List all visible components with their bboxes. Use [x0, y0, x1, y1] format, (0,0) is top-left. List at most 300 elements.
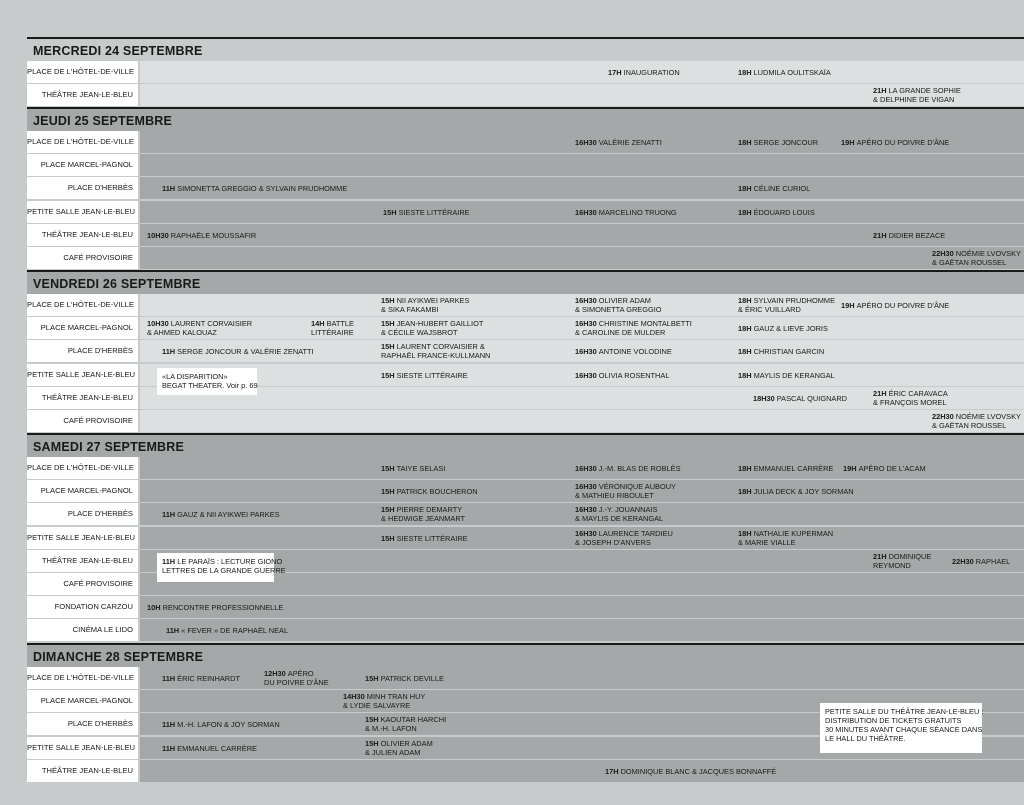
event-line — [147, 603, 283, 612]
event-line — [575, 505, 663, 514]
schedule-row — [27, 154, 1024, 177]
event-line-2: & M.-H. LAFON — [365, 724, 417, 734]
event-time: 16H30 — [575, 482, 597, 492]
event-title: VALÉRIE ZENATTI — [598, 138, 662, 147]
schedule-row — [27, 596, 1024, 619]
event-entry — [381, 505, 465, 523]
schedule-row — [27, 760, 1024, 783]
event-time: 15H — [381, 296, 395, 305]
schedule-row — [27, 480, 1024, 503]
event-entry — [311, 319, 354, 337]
event-time: 16H30 — [575, 207, 597, 217]
event-line — [575, 371, 669, 380]
event-line-2: & GAËTAN ROUSSEL — [932, 258, 1007, 267]
event-line — [162, 744, 257, 753]
info-box-line — [162, 556, 283, 566]
event-time: 22H30 — [932, 249, 954, 258]
event-line — [873, 389, 948, 398]
event-line — [381, 342, 490, 351]
event-line-2: & SIKA FAKAMBI — [381, 305, 439, 314]
event-time: 16H30 — [575, 347, 597, 357]
event-time: 11H — [162, 743, 176, 753]
info-box-time: 11H — [162, 556, 176, 566]
event-time: 15H — [365, 738, 379, 748]
event-title: OLIVIER ADAM — [380, 738, 433, 748]
event-line — [264, 669, 329, 678]
event-line — [343, 692, 425, 701]
event-time: 22H30 — [932, 412, 954, 421]
day-title: MERCREDI 24 SEPTEMBRE — [27, 37, 1024, 61]
venue-label: PLACE DE L'HÔTEL-DE-VILLE — [27, 457, 138, 479]
event-entry — [873, 552, 931, 570]
event-title: LUDMILA OULITSKAÏA — [753, 68, 831, 77]
event-time: 11H — [162, 184, 176, 194]
event-title: LAURENT CORVAISIER & — [396, 342, 485, 352]
event-time: 11H — [162, 510, 176, 520]
event-title: OLIVIER ADAM — [598, 296, 651, 305]
schedule-row — [27, 247, 1024, 270]
event-title: CHRISTIAN GARCIN — [753, 347, 825, 357]
schedule-row — [27, 201, 1024, 224]
venue-label: THÉÂTRE JEAN-LE-BLEU — [27, 224, 138, 246]
event-entry — [605, 767, 776, 776]
event-entry — [264, 669, 329, 687]
event-entry — [738, 464, 833, 473]
event-time: 16H30 — [575, 138, 597, 147]
day-section — [27, 270, 1024, 433]
day-section — [27, 433, 1024, 643]
event-time: 15H — [381, 487, 395, 497]
event-title: MARCELINO TRUONG — [598, 207, 677, 217]
venue-label: THÉÂTRE JEAN-LE-BLEU — [27, 387, 138, 409]
event-title: DOMINIQUE BLANC & JACQUES BONNAFFÉ — [620, 766, 777, 776]
ticket-note-line: 30 MINUTES AVANT CHAQUE SÉANCE DANS — [825, 725, 983, 734]
schedule-row — [27, 61, 1024, 84]
schedule-row — [27, 667, 1024, 690]
time-band — [140, 61, 1024, 83]
event-title: LA GRANDE SOPHIE — [888, 86, 961, 96]
event-title: MAYLIS DE KERANGAL — [753, 370, 835, 380]
info-box-line-2: BEGAT THEATER. Voir p. 69 — [162, 380, 258, 390]
event-entry — [575, 319, 692, 337]
schedule-row — [27, 503, 1024, 526]
event-line-2: RAPHAËL FRANCE-KULLMANN — [381, 351, 491, 361]
time-band — [140, 247, 1024, 269]
event-line — [162, 674, 240, 683]
event-time: 16H30 — [575, 464, 597, 473]
event-entry — [575, 482, 676, 500]
event-line-2: & JULIEN ADAM — [365, 747, 421, 757]
event-title: ÉDOUARD LOUIS — [753, 207, 815, 217]
event-line — [365, 739, 433, 748]
event-time: 16H30 — [575, 370, 597, 380]
event-title: SIESTE LITTÉRAIRE — [396, 370, 468, 380]
event-time: 15H — [381, 319, 395, 329]
event-line — [841, 301, 949, 310]
event-line — [738, 464, 833, 473]
venue-label: PLACE D'HERBÈS — [27, 713, 138, 735]
event-title: DIDIER BEZACE — [888, 230, 946, 240]
event-title: PASCAL QUIGNARD — [776, 393, 848, 403]
event-line — [575, 529, 673, 538]
event-line-2: & FRANÇOIS MOREL — [873, 397, 947, 407]
event-time: 10H30 — [147, 230, 169, 240]
event-time: 18H — [738, 347, 752, 357]
event-line — [738, 371, 835, 380]
venue-label: CAFÉ PROVISOIRE — [27, 410, 138, 432]
event-line — [738, 208, 815, 217]
event-line — [738, 347, 824, 356]
event-entry — [383, 208, 470, 217]
ticket-note-line: PETITE SALLE DU THÉÂTRE JEAN-LE-BLEU : — [825, 707, 984, 716]
event-time: 16H30 — [575, 319, 597, 329]
event-line-2: & HEDWIGE JEANMART — [381, 514, 466, 524]
event-entry — [381, 534, 468, 543]
venue-label: THÉÂTRE JEAN-LE-BLEU — [27, 760, 138, 782]
event-title: DOMINIQUE — [888, 551, 932, 561]
event-time: 16H30 — [575, 505, 597, 515]
event-title: NOÉMIE LVOVSKY — [955, 249, 1021, 258]
venue-label: PLACE DE L'HÔTEL-DE-VILLE — [27, 131, 138, 153]
event-time: 21H — [873, 86, 887, 96]
event-entry — [575, 529, 673, 547]
event-entry — [575, 208, 677, 217]
event-line-2: & SIMONETTA GREGGIO — [575, 305, 662, 314]
event-time: 18H — [738, 487, 752, 497]
event-title: SERGE JONCOUR & VALÉRIE ZENATTI — [177, 347, 314, 357]
event-line-2: REYMOND — [873, 560, 911, 570]
event-line — [932, 412, 1021, 421]
schedule-row — [27, 410, 1024, 433]
info-box-text: «LA DISPARITION» — [162, 371, 228, 381]
day-section — [27, 107, 1024, 270]
event-title: J.-Y. JOUANNAIS — [598, 505, 658, 515]
event-title: LAURENT CORVAISIER — [170, 319, 253, 329]
event-time: 15H — [365, 674, 379, 683]
event-title: NOÉMIE LVOVSKY — [955, 412, 1021, 421]
event-entry — [841, 138, 949, 147]
venue-label: PLACE D'HERBÈS — [27, 177, 138, 199]
time-band — [140, 154, 1024, 176]
event-entry — [147, 231, 256, 240]
info-box-line-2: LETTRES DE LA GRANDE GUERRE — [162, 565, 286, 575]
day-title: DIMANCHE 28 SEPTEMBRE — [27, 643, 1024, 667]
venue-label: PETITE SALLE JEAN-LE-BLEU — [27, 201, 138, 223]
event-title: PATRICK DEVILLE — [380, 674, 444, 683]
event-entry — [738, 208, 815, 217]
event-title: JEAN-HUBERT GAILLIOT — [396, 319, 484, 329]
event-line — [381, 534, 468, 543]
event-line — [162, 184, 347, 193]
event-line-2: & CAROLINE DE MULDER — [575, 328, 666, 338]
event-title: APÉRO DU POIVRE D'ÂNE — [856, 138, 950, 147]
event-entry — [738, 529, 833, 547]
event-entry — [365, 739, 433, 757]
event-time: 14H30 — [343, 692, 365, 702]
event-entry — [932, 249, 1021, 267]
event-time: 15H — [381, 505, 395, 515]
event-time: 11H — [166, 626, 180, 636]
event-time: 15H — [365, 715, 379, 725]
event-line — [738, 68, 831, 77]
event-time: 17H — [608, 68, 622, 77]
event-entry — [162, 347, 314, 356]
event-title: EMMANUEL CARRÈRE — [177, 743, 257, 753]
ticket-note-line: DISTRIBUTION DE TICKETS GRATUITS — [825, 716, 962, 725]
event-time: 14H — [311, 319, 325, 329]
event-title: APÉRO — [287, 669, 314, 678]
event-entry — [738, 347, 824, 356]
event-line — [381, 487, 478, 496]
venue-label: PLACE D'HERBÈS — [27, 503, 138, 525]
event-title: JULIA DECK & JOY SORMAN — [753, 487, 854, 497]
event-entry — [932, 412, 1021, 430]
event-line — [873, 231, 945, 240]
time-band — [140, 760, 1024, 782]
event-line — [162, 347, 314, 356]
event-time: 18H — [738, 464, 752, 473]
info-box — [157, 368, 257, 395]
event-entry — [575, 464, 681, 473]
event-time: 18H — [738, 138, 752, 147]
venue-label: THÉÂTRE JEAN-LE-BLEU — [27, 550, 138, 572]
day-section — [27, 37, 1024, 107]
event-line — [753, 394, 847, 403]
event-title: SERGE JONCOUR — [753, 138, 819, 147]
event-time: 21H — [873, 388, 887, 398]
event-entry — [365, 674, 444, 683]
venue-label: CAFÉ PROVISOIRE — [27, 247, 138, 269]
event-entry — [843, 464, 926, 473]
event-line-2: & MAYLIS DE KERANGAL — [575, 514, 664, 524]
event-line — [841, 138, 949, 147]
event-line — [381, 296, 469, 305]
event-time: 18H30 — [753, 393, 775, 403]
event-title: SIESTE LITTÉRAIRE — [396, 533, 468, 543]
event-line-2: & CÉCILE WAJSBROT — [381, 328, 458, 338]
schedule-row — [27, 527, 1024, 550]
venue-label: PLACE DE L'HÔTEL-DE-VILLE — [27, 294, 138, 316]
event-time: 15H — [381, 464, 395, 473]
event-title: M.-H. LAFON & JOY SORMAN — [177, 720, 280, 730]
venue-label: PLACE MARCEL-PAGNOL — [27, 690, 138, 712]
event-entry — [162, 744, 257, 753]
event-time: 10H30 — [147, 319, 169, 329]
schedule-row — [27, 340, 1024, 363]
venue-label: PETITE SALLE JEAN-LE-BLEU — [27, 527, 138, 549]
event-title: RAPHAEL — [975, 556, 1011, 566]
event-time: 11H — [162, 720, 176, 730]
event-entry — [147, 319, 252, 337]
event-time: 18H — [738, 184, 752, 194]
event-time: 15H — [381, 342, 395, 352]
event-title: GAUZ & LIEVE JORIS — [753, 324, 828, 334]
event-line — [605, 767, 776, 776]
event-title: NII AYIKWEI PARKES — [396, 296, 470, 305]
event-line-2: & LYDIE SALVAYRE — [343, 701, 411, 711]
event-line-2: & JOSEPH D'ANVERS — [575, 537, 651, 547]
event-line — [381, 464, 445, 473]
event-title: ÉRIC CARAVACA — [888, 388, 948, 398]
venue-label: PLACE DE L'HÔTEL-DE-VILLE — [27, 61, 138, 83]
event-entry — [381, 371, 468, 380]
schedule-row — [27, 619, 1024, 642]
event-entry — [381, 296, 469, 314]
ticket-note — [820, 703, 982, 753]
event-time: 11H — [162, 674, 176, 683]
time-band — [140, 410, 1024, 432]
event-entry — [841, 301, 949, 310]
event-line-2: & ÉRIC VUILLARD — [738, 305, 801, 314]
event-title: KAOUTAR HARCHI — [380, 715, 447, 725]
event-line — [843, 464, 926, 473]
event-entry — [738, 184, 810, 193]
event-entry — [575, 371, 669, 380]
event-title: LAURENCE TARDIEU — [598, 528, 673, 538]
event-time: 10H — [147, 603, 161, 613]
event-entry — [381, 464, 445, 473]
event-line — [311, 319, 354, 328]
event-time: 18H — [738, 370, 752, 380]
event-line — [381, 505, 465, 514]
event-entry — [575, 296, 662, 314]
event-title: RENCONTRE PROFESSIONNELLE — [162, 603, 284, 613]
schedule-row — [27, 224, 1024, 247]
event-line-2: LITTÉRAIRE — [311, 328, 354, 338]
schedule-row — [27, 177, 1024, 200]
event-line — [575, 296, 662, 305]
event-time: 18H — [738, 207, 752, 217]
event-title: « FEVER » DE RAPHAËL NEAL — [181, 626, 289, 636]
event-line — [383, 208, 470, 217]
event-entry — [738, 371, 835, 380]
venue-label: CAFÉ PROVISOIRE — [27, 573, 138, 595]
event-title: ANTOINE VOLODINE — [598, 347, 672, 357]
venue-label: PLACE MARCEL-PAGNOL — [27, 317, 138, 339]
info-box-text: LE PARAÏS : LECTURE GIONO — [177, 556, 283, 566]
event-time: 19H — [841, 138, 855, 147]
event-entry — [162, 720, 280, 729]
event-time: 11H — [162, 347, 176, 357]
event-entry — [343, 692, 425, 710]
event-time: 22H30 — [952, 556, 974, 566]
event-line — [738, 184, 810, 193]
event-entry — [381, 319, 483, 337]
event-line — [365, 715, 446, 724]
event-entry — [873, 231, 945, 240]
venue-label: PLACE DE L'HÔTEL-DE-VILLE — [27, 667, 138, 689]
event-title: TAIYE SELASI — [396, 464, 446, 473]
ticket-note-line: LE HALL DU THÉÂTRE. — [825, 734, 906, 743]
event-entry — [873, 389, 948, 407]
event-entry — [575, 505, 663, 523]
day-title: JEUDI 25 SEPTEMBRE — [27, 107, 1024, 131]
event-title: SIESTE LITTÉRAIRE — [398, 207, 470, 217]
event-time: 15H — [381, 533, 395, 543]
event-entry — [162, 184, 347, 193]
event-title: OLIVIA ROSENTHAL — [598, 370, 670, 380]
event-line — [952, 557, 1010, 566]
event-line — [738, 324, 828, 333]
event-line — [166, 626, 288, 635]
event-title: PIERRE DEMARTY — [396, 505, 463, 515]
event-line-2: DU POIVRE D'ÂNE — [264, 678, 329, 687]
event-title: ÉRIC REINHARDT — [177, 674, 240, 683]
event-time: 18H — [738, 324, 752, 334]
schedule-row — [27, 84, 1024, 107]
event-title: EMMANUEL CARRÈRE — [753, 464, 834, 473]
event-line-2: & MATHIEU RIBOULET — [575, 491, 654, 501]
event-title: INAUGURATION — [623, 68, 680, 77]
event-line — [381, 371, 468, 380]
event-time: 21H — [873, 551, 887, 561]
day-title: VENDREDI 26 SEPTEMBRE — [27, 270, 1024, 294]
event-time: 12H30 — [264, 669, 286, 678]
event-entry — [575, 347, 672, 356]
schedule-row — [27, 131, 1024, 154]
event-line — [575, 482, 676, 491]
event-line-2: & AHMED KALOUAZ — [147, 328, 217, 338]
event-entry — [147, 603, 283, 612]
event-line-2: & MARIE VIALLE — [738, 537, 796, 547]
event-time: 18H — [738, 68, 752, 77]
event-title: APÉRO DU POIVRE D'ÂNE — [856, 301, 950, 310]
venue-label: PETITE SALLE JEAN-LE-BLEU — [27, 737, 138, 759]
event-title: RAPHAËLE MOUSSAFIR — [170, 230, 257, 240]
day-title: SAMEDI 27 SEPTEMBRE — [27, 433, 1024, 457]
venue-label: PLACE MARCEL-PAGNOL — [27, 480, 138, 502]
event-line-2: & GAËTAN ROUSSEL — [932, 421, 1007, 430]
event-time: 16H30 — [575, 296, 597, 305]
schedule-row — [27, 457, 1024, 480]
event-line — [575, 208, 677, 217]
event-line — [873, 86, 961, 95]
event-entry — [873, 86, 961, 104]
event-title: VÉRONIQUE AUBOUY — [598, 482, 676, 492]
event-title: BATTLE — [326, 319, 354, 329]
event-entry — [738, 68, 831, 77]
event-time: 18H — [738, 296, 752, 305]
event-line — [365, 674, 444, 683]
event-time: 21H — [873, 230, 887, 240]
event-line — [738, 487, 854, 496]
event-title: SIMONETTA GREGGIO & SYLVAIN PRUDHOMME — [177, 184, 348, 194]
event-line — [162, 720, 280, 729]
event-title: MINH TRAN HUY — [366, 692, 426, 702]
venue-label: CINÉMA LE LIDO — [27, 619, 138, 641]
event-time: 17H — [605, 766, 619, 776]
event-line-2: & DELPHINE DE VIGAN — [873, 95, 955, 105]
event-time: 19H — [843, 464, 857, 473]
event-time: 16H30 — [575, 528, 597, 538]
event-entry — [952, 557, 1010, 566]
event-time: 15H — [381, 370, 395, 380]
event-entry — [738, 296, 835, 314]
event-entry — [162, 510, 280, 519]
event-title: J.-M. BLAS DE ROBLÈS — [598, 464, 681, 473]
event-line — [147, 231, 256, 240]
venue-label: PLACE MARCEL-PAGNOL — [27, 154, 138, 176]
event-title: CÉLINE CURIOL — [753, 184, 811, 194]
info-box — [157, 553, 286, 582]
event-title: APÉRO DE L'ACAM — [858, 464, 926, 473]
event-entry — [365, 715, 446, 733]
event-line — [147, 319, 252, 328]
event-line — [932, 249, 1021, 258]
schedule-row — [27, 317, 1024, 340]
event-time: 18H — [738, 528, 752, 538]
event-line — [575, 319, 692, 328]
